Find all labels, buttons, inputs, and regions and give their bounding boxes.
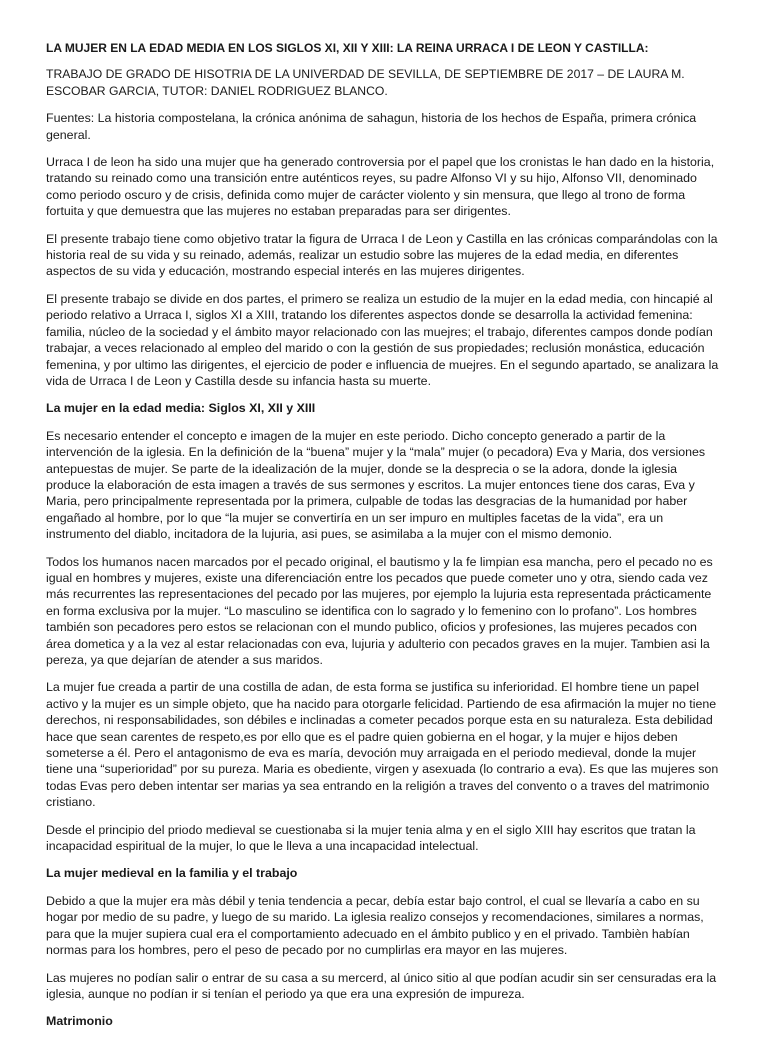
section1-paragraph-3: La mujer fue creada a partir de una costilla de adan, de esta forma se justifica su inferioridad. El hombre tiene un papel activo y la mujer es un simple objeto, que ha nacido para otorgarle felicidad. Partiendo de esa afirmación la mujer no tiene derechos, ni responsabilidades, son débiles e inclinadas a cometer pecados porque esta en su naturaleza. Esta debilidad hace que sean carentes de respeto,es por ello que es el padre quien gobierna en el hogar, y la mujer e hijos deben someterse a él. Pero el antagonismo de eva es maría, devoción muy arraigada en el periodo medieval, donde la mujer tiene una “superioridad” por su pureza. Maria es obediente, virgen y asexuada (lo contrario a eva). Es que las mujeres son todas Evas pero deben intentar ser marias ya sea entrando en la religión a traves del convento o a traves del matrimonio cristiano. bbox=[46, 680, 719, 810]
section-heading-2: La mujer medieval en la familia y el trabajo bbox=[46, 866, 298, 881]
section1-paragraph-4: Desde el principio del priodo medieval se cuestionaba si la mujer tenia alma y en el siglo XIII hay escritos que tratan la incapacidad espiritual de la mujer, lo que le lleva a una incapacidad intelectual. bbox=[46, 822, 696, 854]
section1-paragraph-1: Es necesario entender el concepto e imagen de la mujer en este periodo. Dicho concepto generado a partir de la intervención de la iglesia. En la definición de la “buena” mujer y la “mala” mujer (o pecadora) Eva y Maria, dos versiones antepuestas de mujer. Se parte de la idealización de la mujer, donde se la desprecia o se la adora, donde la iglesia produce la elaboración de esta imagen a través de sus sermones y escritos. La mujer entonces tiene dos caras, Eva y Maria, pero principalmente representada por la primera, culpable de todas las desgracias de la humanidad por haber engañado al hombre, por lo que “la mujer se convertiría en un ser impuro en multiples facetas de la vida”, era un instrumento del diablo, incitadora de la lujuria, asi pues, se asimilaba a la mujer con el mismo demonio. bbox=[46, 428, 706, 542]
intro-paragraph-2: El presente trabajo tiene como objetivo tratar la figura de Urraca I de Leon y Castilla en las crónicas comparándolas con la historia real de su vida y su reinado, además, realizar un estudio sobre las mujeres de la edad media, en diferentes aspectos de su vida y educación, mostrando especial interés en las mujeres dirigentes. bbox=[46, 231, 718, 279]
section-heading-1: La mujer en la edad media: Siglos XI, XII y XIII bbox=[46, 401, 316, 416]
document-title: LA MUJER EN LA EDAD MEDIA EN LOS SIGLOS XI, XII Y XIII: LA REINA URRACA I DE LEON Y CASTILLA: bbox=[46, 41, 649, 55]
section-heading-3: Matrimonio bbox=[46, 1014, 113, 1029]
sources-paragraph: Fuentes: La historia compostelana, la crónica anónima de sahagun, historia de los hechos de España, primera crónica general. bbox=[46, 111, 697, 142]
document-subtitle: TRABAJO DE GRADO DE HISOTRIA DE LA UNIVERDAD DE SEVILLA, DE SEPTIEMBRE DE 2017 – DE LAURA M. ESCOBAR GARCIA, TUTOR: DANIEL RODRIGUEZ BLANCO. bbox=[46, 67, 685, 98]
intro-paragraph-1: Urraca I de leon ha sido una mujer que ha generado controversia por el papel que los cronistas le han dado en la historia, tratando su reinado como una transición entre auténticos reyes, su padre Alfonso VI y su hijo, Alfonso VII, denominado como periodo oscuro y de crisis, definida como mujer de carácter violento y sin mensura, que llego al trono de forma fortuita y que demuestra que las mujeres no estaban preparadas para ser dirigentes. bbox=[46, 155, 715, 219]
section2-paragraph-1: Debido a que la mujer era màs débil y tenia tendencia a pecar, debía estar bajo control, el cual se llevaría a cabo en su hogar por medio de su padre, y luego de su marido. La iglesia realizo consejos y recomendaciones, similares a normas, para que la mujer supiera cual era el comportamiento adecuado en el ámbito publico y en el privado. Tambièn habían normas para los hombres, pero el peso de pecado por no cumplirlas era mayor en las mujeres. bbox=[46, 893, 704, 958]
section1-paragraph-2: Todos los humanos nacen marcados por el pecado original, el bautismo y la fe limpian esa mancha, pero el pecado no es igual en hombres y mujeres, existe una diferenciación entre los pecados que puede cometer uno y otra, siendo cada vez más recurrentes las representaciones del pecado por las mujeres, por ejemplo la lujuria esta representada prácticamente en forma exclusiva por la mujer. “Lo masculino se identifica con lo sagrado y lo femenino con lo profano”. Los hombres también son pecadores pero estos se relacionan con el mundo publico, oficios y profesiones, las mujeres pecados con área dometica y a la vez al estar relacionadas con eva, lujuria y adulterio con pecados graves en la mujer. Tambien asi la pereza, ya que dejarían de atender a sus maridos. bbox=[46, 554, 713, 667]
intro-paragraph-3: El presente trabajo se divide en dos partes, el primero se realiza un estudio de la mujer en la edad media, con hincapié al periodo relativo a Urraca I, siglos XI a XIII, tratando los diferentes aspectos donde se desarrolla la actividad femenina: familia, núcleo de la sociedad y el ámbito mayor relacionado con las muejres; el trabajo, diferentes campos donde podían trabajar, a veces relacionado al empleo del marido o con la gestión de sus propiedades; reclusión monástica, educación femenina, y por ultimo las dirigentes, el ejercicio de poder e influencia de muejres. En el segundo apartado, se analizara la vida de Urraca I de Leon y Castilla desde su infancia hasta su muerte. bbox=[46, 291, 719, 388]
section2-paragraph-2: Las mujeres no podían salir o entrar de su casa a su mercerd, al único sitio al que podían acudir sin ser censuradas era la iglesia, aunque no podían ir si tenían el periodo ya que era una expresión de impureza. bbox=[46, 970, 717, 1001]
document-body bbox=[46, 40, 724, 1041]
